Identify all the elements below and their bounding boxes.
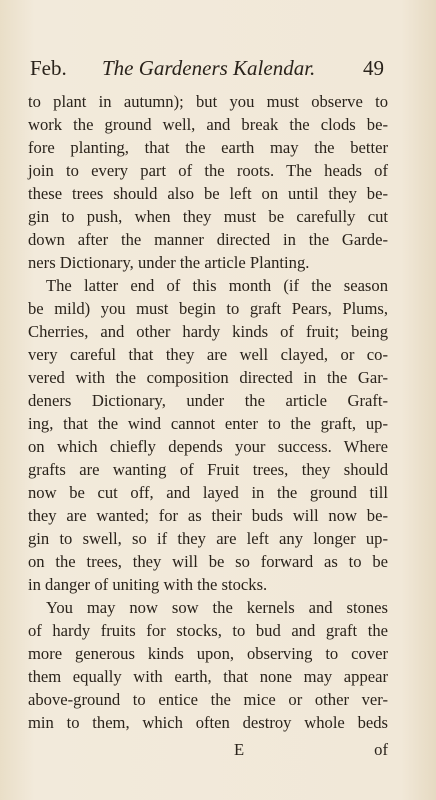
text-line: above-ground to entice the mice or other ver- <box>28 690 388 709</box>
paragraph-start: You may now sow the kernels and stones <box>46 598 388 617</box>
text-line: ing, that the wind cannot enter to the graft, up- <box>28 414 388 433</box>
text-line: ners Dictionary, under the article Planting. <box>28 253 310 272</box>
page-footer <box>28 740 388 764</box>
text-line: them equally with earth, that none may appear <box>28 667 388 686</box>
catchword: of <box>374 740 388 759</box>
text-line: vered with the composition directed in the Gar- <box>28 368 388 387</box>
text-line: join to every part of the roots. The heads of <box>28 161 388 180</box>
text-line: they are wanted; for as their buds will now be- <box>28 506 388 525</box>
text-line: gin to swell, so if they are left any longer up- <box>28 529 388 548</box>
text-line: Cherries, and other hardy kinds of fruit; being <box>28 322 388 341</box>
page-number: 49 <box>363 56 384 80</box>
text-line: on the trees, they will be so forward as to be <box>28 552 388 571</box>
running-header <box>30 56 384 86</box>
text-line: these trees should also be left on until they be- <box>28 184 388 203</box>
text-line: work the ground well, and break the clods be- <box>28 115 388 134</box>
text-line: to plant in autumn); but you must observe to <box>28 92 388 111</box>
header-month: Feb. <box>30 56 67 80</box>
text-line: deners Dictionary, under the article Graft- <box>28 391 388 410</box>
body-text <box>28 90 388 734</box>
text-line: min to them, which often destroy whole beds <box>28 713 388 732</box>
text-line: of hardy fruits for stocks, to bud and graft the <box>28 621 388 640</box>
signature-mark: E <box>234 740 245 759</box>
text-line: fore planting, that the earth may the better <box>28 138 388 157</box>
paragraph-start: The latter end of this month (if the season <box>46 276 388 295</box>
text-line: down after the manner directed in the Garde- <box>28 230 388 249</box>
text-line: on which chiefly depends your success. Where <box>28 437 388 456</box>
text-line: very careful that they are well clayed, or co- <box>28 345 388 364</box>
text-line: now be cut off, and layed in the ground till <box>28 483 388 502</box>
header-title: The Gardeners Kalendar. <box>102 56 316 80</box>
text-line: grafts are wanting of Fruit trees, they should <box>28 460 388 479</box>
text-line: be mild) you must begin to graft Pears, Plums, <box>28 299 388 318</box>
text-line: more generous kinds upon, observing to cover <box>28 644 388 663</box>
text-line: in danger of uniting with the stocks. <box>28 575 268 594</box>
text-line: gin to push, when they must be carefully cut <box>28 207 388 226</box>
